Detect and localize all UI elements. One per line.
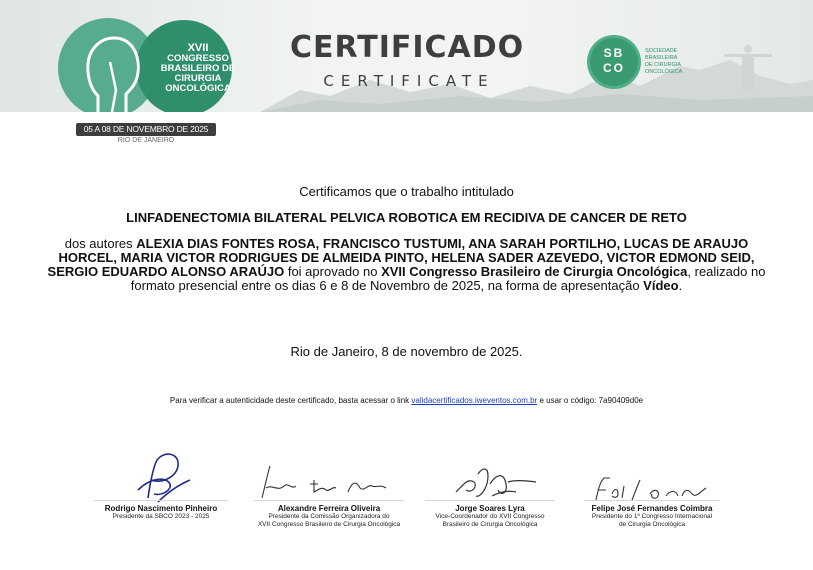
certificate-subtitle: CERTIFICATE [323,72,495,90]
sbco-abbr-top: SB [603,46,625,60]
sbco-abbr-bottom: CO [603,61,625,75]
society-line3: DE CIRURGIA [645,62,682,68]
presentation-type: Vídeo [643,278,679,293]
signatory-name-4: Felipe José Fernandes Coimbra [591,504,713,513]
signature-line-4 [584,500,720,501]
society-line4: ONCOLÓGICA [645,69,683,75]
signature-block-3 [422,500,558,529]
signatory-role-4a: Presidente do 1º Congresso Internacional [591,513,713,520]
signatory-role-2b: XVII Congresso Brasileiro de Cirurgia Oncológica [257,521,401,528]
signature-block-2 [250,500,408,529]
verification-code: 7a90409d0e [598,396,644,405]
congress-logo-text [158,42,238,94]
certificate-intro: Certificamos que o trabalho intitulado [299,184,514,199]
logo-line3: CIRURGIA [174,73,222,84]
congress-city: RIO DE JANEIRO [117,137,175,144]
signatory-role-3b: Brasileiro de Cirurgia Oncológica [442,521,538,528]
statement-end: . [678,278,683,293]
authors-list: ALEXIA DIAS FONTES ROSA, FRANCISCO TUSTUMI, ANA SARAH PORTILHO, LUCAS DE ARAUJO HORCEL, MARIA VICTOR RODRIGUES DE ALMEIDA PINTO, HELENA SADER AZEVEDO, VICTOR EDMOND SEID, SERGIO EDUARDO ALONSO ARAÚJO [47,236,755,279]
signatory-name-1: Rodrigo Nascimento Pinheiro [104,504,218,513]
logo-edition: XVII [187,42,209,54]
congress-logo [58,18,238,112]
signatory-role-4b: de Cirurgia Oncológica [618,521,686,528]
signature-image-3 [452,462,540,504]
sbco-society-name [645,48,725,76]
signature-image-1 [126,450,196,504]
approved-text: foi aprovado no [284,264,382,279]
society-line2: BRASILEIRA [645,55,678,61]
place-and-date: Rio de Janeiro, 8 de novembro de 2025. [290,344,523,359]
congress-dates-badge: 05 A 08 DE NOVEMBRO DE 2025 [76,123,216,136]
signatory-role-1a: Presidente da SBCO 2023 - 2025 [112,513,210,520]
verification-middle: e usar o código: [537,396,599,405]
signature-line-3 [425,500,555,501]
signature-line-1 [94,500,228,501]
surgeon-head-icon [76,32,146,112]
verification-link[interactable]: validacertificados.iweventos.com.br [411,396,538,405]
authors-prefix: dos autores [64,236,137,251]
verification-prefix: Para verificar a autenticidade deste certificado, basta acessar o link [169,396,412,405]
work-title: LINFADENECTOMIA BILATERAL PELVICA ROBOTICA EM RECIDIVA DE CANCER DE RETO [126,210,687,225]
signature-image-2 [256,462,390,502]
certificate-statement [40,237,773,293]
signatory-name-2: Alexandre Ferreira Oliveira [277,504,381,513]
logo-line4: ONCOLÓGICA [165,83,231,94]
congress-name: XVII Congresso Brasileiro de Cirurgia Oncológica [381,264,688,279]
certificate-header [0,0,813,112]
logo-line2: BRASILEIRO DE [160,63,236,74]
christ-redeemer-icon [720,40,776,90]
signatory-name-3: Jorge Soares Lyra [455,504,525,513]
signature-block-4 [582,500,722,529]
signatory-role-2a: Presidente da Comissão Organizadora do [268,513,390,520]
signature-block-1 [94,500,228,521]
society-line1: SOCIEDADE [645,48,678,54]
logo-line1: CONGRESSO [167,53,229,64]
signatory-role-3a: Vice-Coordenador do XVII Congresso [435,513,545,520]
signature-line-2 [254,500,404,501]
certificate-title: CERTIFICADO [290,30,525,65]
sbco-logo-badge [590,38,638,86]
verification-note [40,396,773,405]
format-text: , realizado no formato presencial entre os dias 6 e 8 de Novembro de 2025, na forma de apresentação [130,264,766,293]
sbco-abbreviation [590,46,638,76]
